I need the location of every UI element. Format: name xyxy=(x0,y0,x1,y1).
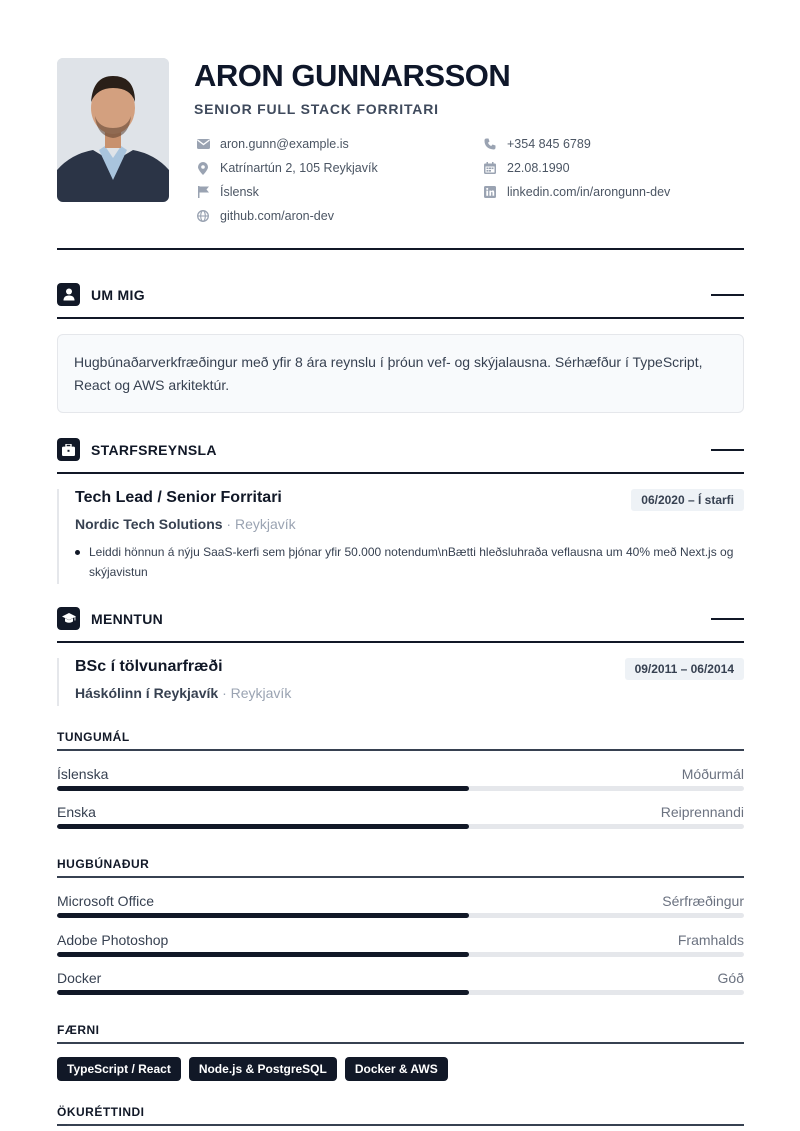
software-name: Docker xyxy=(57,970,102,986)
software-level: Góð xyxy=(717,970,744,986)
section-header-experience xyxy=(57,438,744,474)
calendar-icon xyxy=(483,161,497,175)
language-level: Reiprennandi xyxy=(660,804,744,820)
skill-tag: Node.js & PostgreSQL xyxy=(189,1057,337,1081)
user-icon xyxy=(57,283,80,306)
level-track xyxy=(57,913,744,918)
contact-nationality xyxy=(196,184,259,200)
linkedin-icon xyxy=(483,185,497,199)
section-title-languages: TUNGUMÁL xyxy=(57,730,744,751)
job-title-entry: Tech Lead / Senior Forritari xyxy=(75,489,282,506)
contact-github-text: github.com/aron-dev xyxy=(220,209,334,223)
degree-title: BSc í tölvunarfræði xyxy=(75,658,223,675)
section-title-experience: STARFSREYNSLA xyxy=(91,442,217,458)
envelope-icon xyxy=(196,137,210,151)
education-entry xyxy=(57,658,744,706)
software-level: Framhalds xyxy=(677,932,744,948)
level-bar xyxy=(57,990,469,995)
level-bar xyxy=(57,952,469,957)
skill-tag: Docker & AWS xyxy=(345,1057,448,1081)
contact-github[interactable] xyxy=(196,208,334,224)
section-header-about xyxy=(57,283,744,319)
skill-tag: TypeScript / React xyxy=(57,1057,181,1081)
bullet-item: Leiddi hönnun á nýju SaaS-kerfi sem þjónar yfir 50.000 notendum\nBætti hleðsluhraða veflausna um 40% með Next.js og skýjavistun xyxy=(75,542,744,582)
company-name: Nordic Tech Solutions xyxy=(75,516,223,532)
about-summary: Hugbúnaðarverkfræðingur með yfir 8 ára reynslu í þróun vef- og skýjalausna. Sérhæfður í TypeScript, React og AWS arkitektúr. xyxy=(57,334,744,413)
date-badge: 06/2020 – Í starfi xyxy=(631,489,744,511)
company-location: · Reykjavík xyxy=(226,516,296,532)
school-line xyxy=(75,685,744,701)
software-row xyxy=(57,932,744,958)
graduation-cap-icon xyxy=(57,607,80,630)
level-track xyxy=(57,786,744,791)
section-title-licenses: ÖKURÉTTINDI xyxy=(57,1105,744,1126)
job-title: SENIOR FULL STACK FORRITARI xyxy=(194,101,439,117)
company-line xyxy=(75,516,744,532)
profile-photo xyxy=(57,58,169,202)
contact-email[interactable] xyxy=(196,136,349,152)
section-header-education xyxy=(57,607,744,643)
contact-linkedin[interactable] xyxy=(483,184,670,200)
contact-birthdate-text: 22.08.1990 xyxy=(507,161,570,175)
location-pin-icon xyxy=(196,161,210,175)
software-row xyxy=(57,893,744,919)
level-bar xyxy=(57,786,469,791)
bullet-list xyxy=(75,542,744,582)
globe-icon xyxy=(196,209,210,223)
level-bar xyxy=(57,824,469,829)
briefcase-icon xyxy=(57,438,80,461)
level-track xyxy=(57,990,744,995)
experience-entry xyxy=(57,489,744,584)
date-badge: 09/2011 – 06/2014 xyxy=(625,658,744,680)
section-title-education: MENNTUN xyxy=(91,611,164,627)
level-track xyxy=(57,824,744,829)
contact-email-text: aron.gunn@example.is xyxy=(220,137,349,151)
level-bar xyxy=(57,913,469,918)
phone-icon xyxy=(483,137,497,151)
contact-nationality-text: Íslensk xyxy=(220,185,259,199)
language-name: Íslenska xyxy=(57,766,109,782)
software-level: Sérfræðingur xyxy=(662,893,744,909)
section-title-skills: FÆRNI xyxy=(57,1023,744,1044)
software-name: Adobe Photoshop xyxy=(57,932,169,948)
contact-address-text: Katrínartún 2, 105 Reykjavík xyxy=(220,161,378,175)
section-title-software: HUGBÚNAÐUR xyxy=(57,857,744,878)
contact-address xyxy=(196,160,378,176)
section-dash xyxy=(711,449,744,451)
section-title-about: UM MIG xyxy=(91,287,145,303)
contact-linkedin-text: linkedin.com/in/arongunn-dev xyxy=(507,185,671,199)
candidate-name: ARON GUNNARSSON xyxy=(194,58,511,93)
school-name: Háskólinn í Reykjavík xyxy=(75,685,219,701)
contact-phone[interactable] xyxy=(483,136,591,152)
contact-phone-text: +354 845 6789 xyxy=(507,137,591,151)
contact-birthdate xyxy=(483,160,570,176)
language-row xyxy=(57,766,744,792)
language-level: Móðurmál xyxy=(681,766,744,782)
language-row xyxy=(57,804,744,830)
header-divider xyxy=(57,248,744,250)
software-name: Microsoft Office xyxy=(57,893,154,909)
level-track xyxy=(57,952,744,957)
software-row xyxy=(57,970,744,996)
language-name: Enska xyxy=(57,804,96,820)
school-location: · Reykjavík xyxy=(222,685,292,701)
skill-tags xyxy=(57,1057,448,1081)
section-dash xyxy=(711,618,744,620)
section-dash xyxy=(711,294,744,296)
flag-icon xyxy=(196,185,210,199)
